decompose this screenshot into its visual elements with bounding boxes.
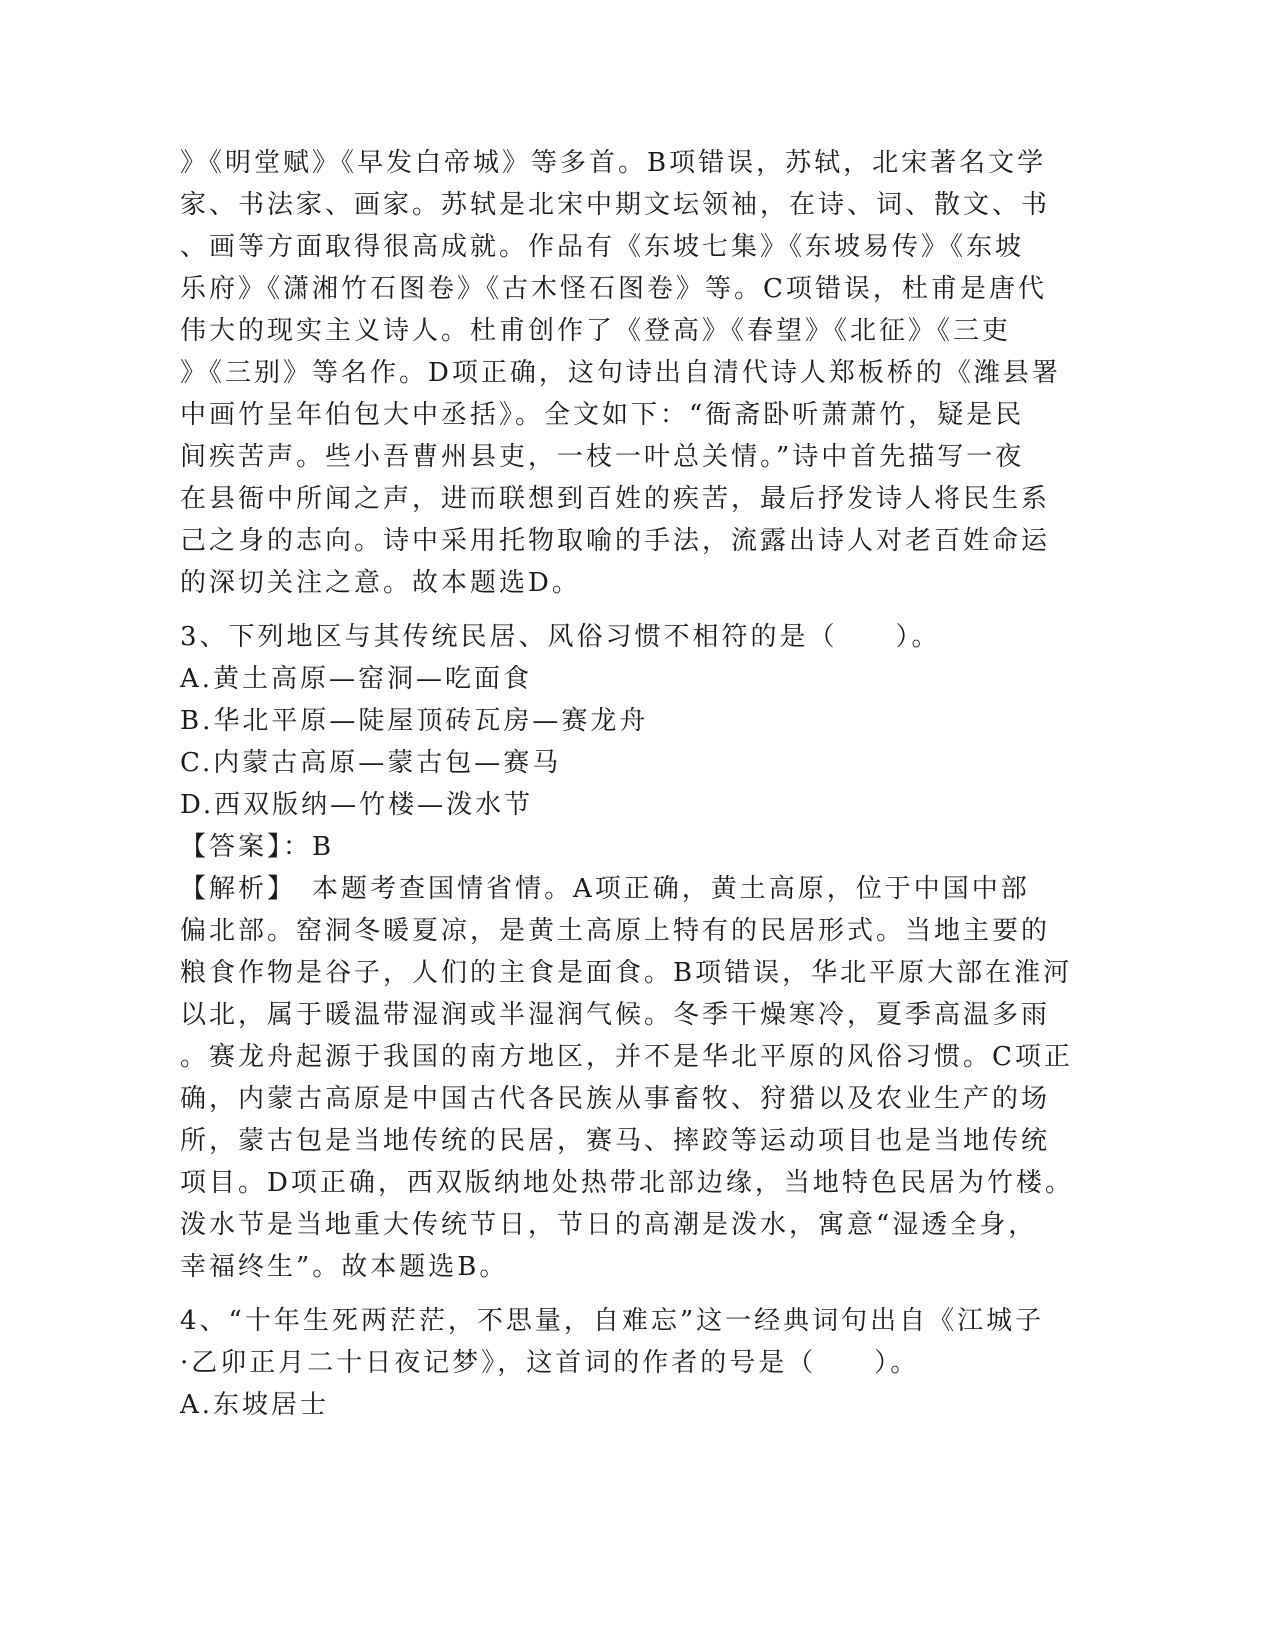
explanation-continued <box>180 142 1080 604</box>
document-page <box>180 142 1080 1426</box>
option-c: C.内蒙古高原—蒙古包—赛马 <box>180 748 562 778</box>
question-stem: 4、“十年生死两茫茫，不思量，自难忘”这一经典词句出自《江城子 <box>180 1306 1045 1336</box>
analysis-line: 偏北部。窑洞冬暖夏凉，是黄土高原上特有的民居形式。当地主要的 <box>180 916 1051 946</box>
analysis-line: 所，蒙古包是当地传统的民居，赛马、摔跤等运动项目也是当地传统 <box>180 1126 1051 1156</box>
text-line: 》《明堂赋》《早发白帝城》等多首。B项错误，苏轼，北宋著名文学 <box>180 148 1047 178</box>
answer-line: 【答案】：B <box>180 832 335 862</box>
text-line: 在县衙中所闻之声，进而联想到百姓的疾苦，最后抒发诗人将民生系 <box>180 484 1051 514</box>
question-4 <box>180 1300 1080 1426</box>
text-line: 中画竹呈年伯包大中丞括》。全文如下：“衙斋卧听萧萧竹，疑是民 <box>180 400 1025 430</box>
analysis-line: 幸福终生”。故本题选B。 <box>180 1252 509 1282</box>
paragraph-gap <box>180 1288 1080 1300</box>
question-3 <box>180 616 1080 1288</box>
option-a: A.黄土高原—窑洞—吃面食 <box>180 664 533 694</box>
text-line: 家、书法家、画家。苏轼是北宋中期文坛领袖，在诗、词、散文、书 <box>180 190 1051 220</box>
text-line: 间疾苦声。些小吾曹州县吏，一枝一叶总关情。”诗中首先描写一夜 <box>180 442 1025 472</box>
paragraph-gap <box>180 604 1080 616</box>
text-line: 、画等方面取得很高成就。作品有《东坡七集》《东坡易传》《东坡 <box>180 232 1025 262</box>
question-stem: 3、下列地区与其传统民居、风俗习惯不相符的是（ ）。 <box>180 622 941 652</box>
option-a: A.东坡居士 <box>180 1390 330 1420</box>
text-line: 》《三别》等名作。D项正确，这句诗出自清代诗人郑板桥的《潍县署 <box>180 358 1061 388</box>
analysis-line: 以北，属于暖温带湿润或半湿润气候。冬季干燥寒冷，夏季高温多雨 <box>180 1000 1051 1030</box>
analysis-line: 泼水节是当地重大传统节日，节日的高潮是泼水，寓意“湿透全身， <box>180 1210 1038 1240</box>
option-d: D.西双版纳—竹楼—泼水节 <box>180 790 534 820</box>
text-line: 的深切关注之意。故本题选D。 <box>180 568 581 598</box>
text-line: 己之身的志向。诗中采用托物取喻的手法，流露出诗人对老百姓命运 <box>180 526 1051 556</box>
text-line: 乐府》《潇湘竹石图卷》《古木怪石图卷》等。C项错误，杜甫是唐代 <box>180 274 1047 304</box>
analysis-line: 项目。D项正确，西双版纳地处热带北部边缘，当地特色民居为竹楼。 <box>180 1168 1074 1198</box>
analysis-line: 确，内蒙古高原是中国古代各民族从事畜牧、狩猎以及农业生产的场 <box>180 1084 1051 1114</box>
analysis-line: 粮食作物是谷子，人们的主食是面食。B项错误，华北平原大部在淮河 <box>180 958 1073 988</box>
option-b: B.华北平原—陡屋顶砖瓦房—赛龙舟 <box>180 706 649 736</box>
analysis-line: 【解析】 本题考查国情省情。A项正确，黄土高原，位于中国中部 <box>180 874 1030 904</box>
text-line: 伟大的现实主义诗人。杜甫创作了《登高》《春望》《北征》《三吏 <box>180 316 1012 346</box>
analysis-line: 。赛龙舟起源于我国的南方地区，并不是华北平原的风俗习惯。C项正 <box>180 1042 1073 1072</box>
question-stem: ·乙卯正月二十日夜记梦》，这首词的作者的号是（ ）。 <box>180 1348 920 1378</box>
